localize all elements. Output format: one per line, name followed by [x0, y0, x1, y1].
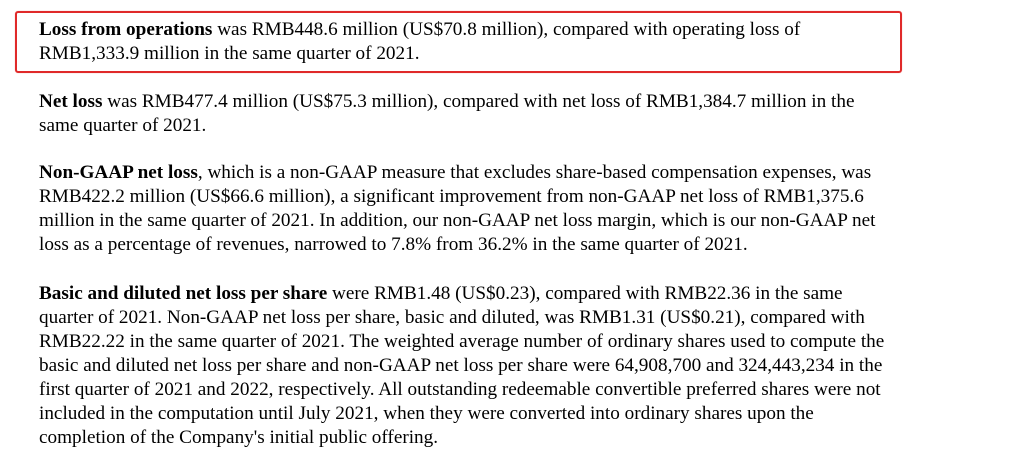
- paragraph-line: basic and diluted net loss per share and non-GAAP net loss per share were 64,908,700 and 324,443,234 in the: [39, 355, 883, 376]
- paragraph-line: completion of the Company's initial public offering.: [39, 427, 439, 448]
- paragraph-lead: Loss from operations: [39, 19, 213, 40]
- paragraph-line: quarter of 2021. Non-GAAP net loss per share, basic and diluted, was RMB1.31 (US$0.21), compared with: [39, 307, 865, 328]
- line-text: were RMB1.48 (US$0.23), compared with RMB22.36 in the same: [327, 283, 843, 304]
- paragraph-loss-from-operations: [39, 18, 800, 66]
- paragraph-line: RMB422.2 million (US$66.6 million), a significant improvement from non-GAAP net loss of RMB1,375.6: [39, 186, 864, 207]
- paragraph-line: million in the same quarter of 2021. In addition, our non-GAAP net loss margin, which is our non-GAAP net: [39, 210, 876, 231]
- paragraph-line: RMB22.22 in the same quarter of 2021. The weighted average number of ordinary shares used to compute the: [39, 331, 885, 352]
- paragraph-line: RMB1,333.9 million in the same quarter of 2021.: [39, 43, 420, 64]
- paragraph-lead: Net loss: [39, 91, 103, 112]
- paragraph-line: [39, 282, 884, 306]
- paragraph-line: same quarter of 2021.: [39, 115, 207, 136]
- line-text: , which is a non-GAAP measure that excludes share-based compensation expenses, was: [197, 162, 872, 183]
- paragraph-line: first quarter of 2021 and 2022, respectively. All outstanding redeemable convertible preferred shares were not: [39, 379, 881, 400]
- paragraph-net-loss: [39, 90, 854, 138]
- paragraph-net-loss-per-share: [39, 282, 884, 450]
- paragraph-line: [39, 90, 854, 114]
- paragraph-line: loss as a percentage of revenues, narrowed to 7.8% from 36.2% in the same quarter of 2021.: [39, 234, 748, 255]
- paragraph-line: included in the computation until July 2021, when they were converted into ordinary shares upon the: [39, 403, 814, 424]
- paragraph-lead: Non-GAAP net loss: [39, 162, 198, 183]
- paragraph-non-gaap-net-loss: [39, 161, 876, 257]
- line-text: was RMB448.6 million (US$70.8 million), compared with operating loss of: [212, 19, 801, 40]
- paragraph-line: [39, 161, 876, 185]
- paragraph-line: [39, 18, 800, 42]
- line-text: was RMB477.4 million (US$75.3 million), compared with net loss of RMB1,384.7 million in the: [102, 91, 855, 112]
- paragraph-lead: Basic and diluted net loss per share: [39, 283, 328, 304]
